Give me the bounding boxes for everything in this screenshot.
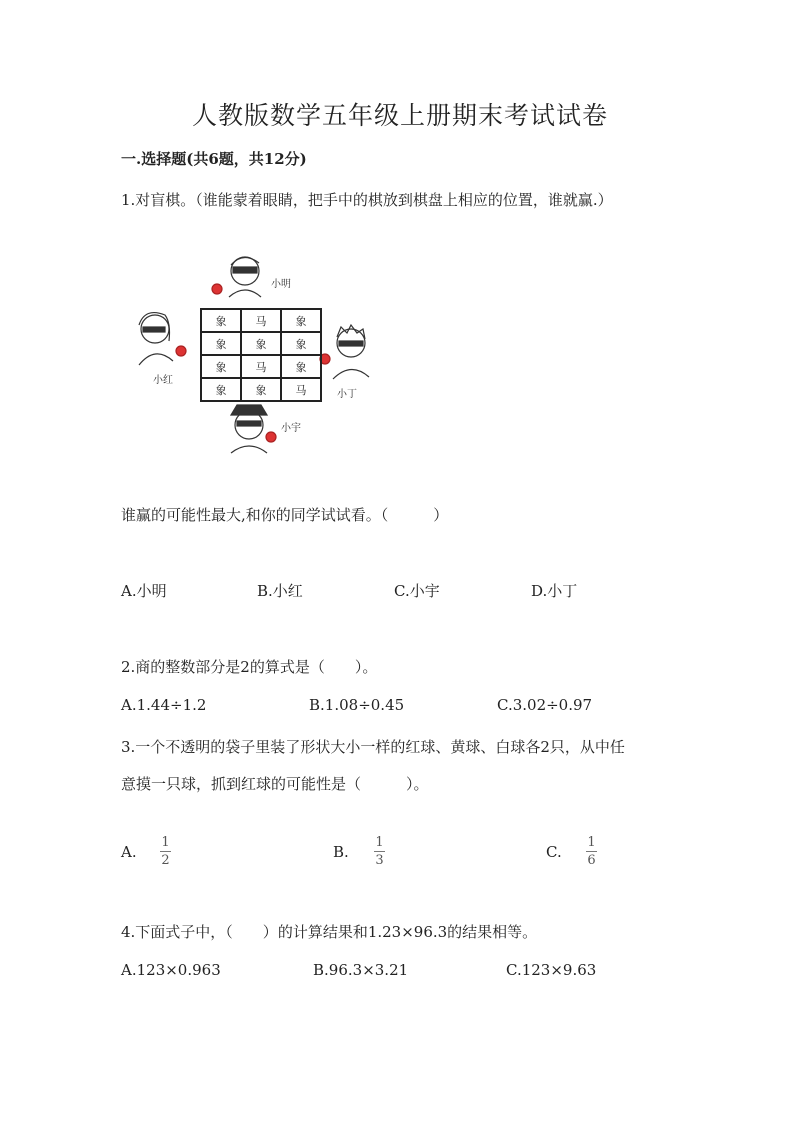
name-label-top: 小明 bbox=[271, 279, 291, 290]
child-right-drawing bbox=[320, 325, 369, 379]
section-heading: 一.选择题(共6题，共12分) bbox=[121, 150, 307, 168]
question-1-prompt: 谁赢的可能性最大,和你的同学试试看。（ ） bbox=[121, 506, 449, 524]
fraction-bar bbox=[374, 851, 385, 852]
q4-option-a[interactable]: A.123×0.963 bbox=[121, 961, 221, 979]
grid-cell: 象 bbox=[215, 315, 227, 328]
fraction-bar bbox=[586, 851, 597, 852]
question-2-text: 2.商的整数部分是2的算式是（ ）。 bbox=[121, 658, 378, 676]
q1-option-d[interactable]: D.小丁 bbox=[531, 582, 578, 600]
grid-cell: 象 bbox=[255, 384, 267, 397]
fraction-numerator: 1 bbox=[161, 835, 170, 850]
grid-cell: 象 bbox=[295, 338, 307, 351]
question-3-line-2: 意摸一只球，抓到红球的可能性是（ ）。 bbox=[121, 775, 429, 793]
child-top-drawing bbox=[212, 257, 261, 297]
q2-option-a[interactable]: A.1.44÷1.2 bbox=[121, 696, 207, 714]
name-label-left: 小红 bbox=[153, 375, 173, 386]
fraction-numerator: 1 bbox=[587, 835, 596, 850]
q3-option-a-label[interactable]: A. bbox=[121, 843, 137, 861]
grid-cell: 马 bbox=[255, 361, 267, 374]
q3-option-a-fraction[interactable] bbox=[160, 835, 171, 868]
grid-cell: 马 bbox=[255, 315, 267, 328]
q4-option-b[interactable]: B.96.3×3.21 bbox=[313, 961, 409, 979]
q3-option-b-label[interactable]: B. bbox=[333, 843, 349, 861]
fraction-numerator: 1 bbox=[375, 835, 384, 850]
name-label-bottom: 小宇 bbox=[281, 423, 301, 434]
q2-option-c[interactable]: C.3.02÷0.97 bbox=[497, 696, 593, 714]
question-3-line-1: 3.一个不透明的袋子里装了形状大小一样的红球、黄球、白球各2只，从中任 bbox=[121, 738, 625, 756]
q1-option-a[interactable]: A.小明 bbox=[121, 582, 167, 600]
grid-cell: 象 bbox=[215, 338, 227, 351]
fraction-denominator: 2 bbox=[161, 853, 170, 868]
question-1-text: 1.对盲棋。（谁能蒙着眼睛，把手中的棋放到棋盘上相应的位置，谁就赢.） bbox=[121, 191, 613, 209]
question-4-text: 4.下面式子中，（ ）的计算结果和1.23×96.3的结果相等。 bbox=[121, 923, 538, 941]
grid-cell: 象 bbox=[215, 361, 227, 374]
grid-cell: 马 bbox=[295, 384, 307, 397]
grid-cell: 象 bbox=[295, 361, 307, 374]
q3-option-c-label[interactable]: C. bbox=[546, 843, 562, 861]
q4-option-c[interactable]: C.123×9.63 bbox=[506, 961, 597, 979]
child-left-drawing bbox=[139, 313, 186, 365]
q2-option-b[interactable]: B.1.08÷0.45 bbox=[309, 696, 405, 714]
q1-option-c[interactable]: C.小宇 bbox=[394, 582, 440, 600]
page-title: 人教版数学五年级上册期末考试试卷 bbox=[191, 101, 608, 130]
fraction-denominator: 6 bbox=[587, 853, 596, 868]
q3-option-c-fraction[interactable] bbox=[586, 835, 597, 868]
grid-cell: 象 bbox=[255, 338, 267, 351]
fraction-bar bbox=[160, 851, 171, 852]
name-label-right: 小丁 bbox=[337, 389, 357, 400]
grid-cell: 象 bbox=[295, 315, 307, 328]
grid-cell: 象 bbox=[215, 384, 227, 397]
q1-option-b[interactable]: B.小红 bbox=[257, 582, 303, 600]
child-bottom-drawing bbox=[231, 405, 276, 453]
figure-illustration bbox=[125, 245, 395, 460]
fraction-denominator: 3 bbox=[375, 853, 384, 868]
q3-option-b-fraction[interactable] bbox=[374, 835, 385, 868]
blind-chess-figure bbox=[125, 245, 395, 460]
